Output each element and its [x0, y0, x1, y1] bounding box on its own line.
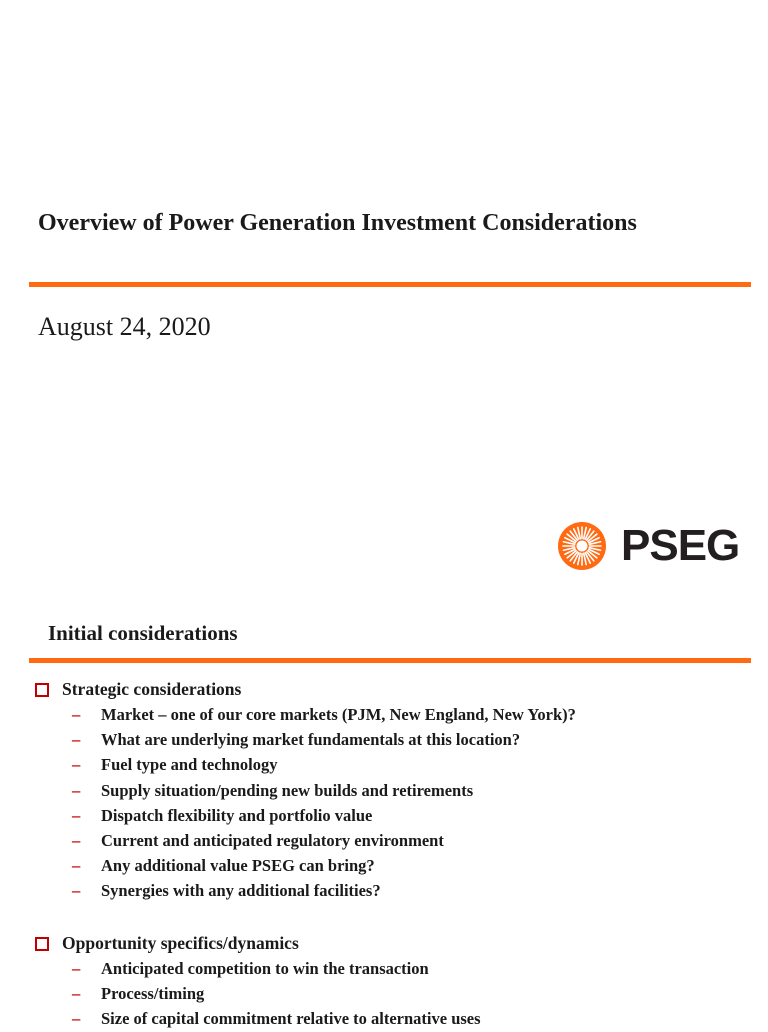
section-heading: Opportunity specifics/dynamics [62, 933, 299, 953]
list-item-text: What are underlying market fundamentals at this location? [101, 730, 521, 750]
list-item [62, 778, 755, 803]
list-item [62, 956, 755, 981]
consideration-list [35, 931, 755, 1032]
list-item-text: Any additional value PSEG can bring? [101, 856, 375, 876]
dash-bullet-icon: – [72, 730, 81, 750]
list-item-text: Supply situation/pending new builds and retirements [101, 780, 474, 800]
dash-bullet-icon: – [72, 881, 81, 901]
section-divider [29, 658, 751, 663]
list-item [62, 981, 755, 1006]
list-item [62, 702, 755, 727]
list-item [62, 803, 755, 828]
list-item-text: Process/timing [101, 984, 205, 1004]
dash-bullet-icon: – [72, 780, 81, 800]
logo-text: PSEG [621, 521, 740, 570]
sunburst-icon [557, 521, 607, 571]
list-item-text: Dispatch flexibility and portfolio value [101, 805, 373, 825]
checkbox-bullet-icon [35, 937, 49, 951]
list-item [62, 853, 755, 878]
pseg-logo [557, 521, 739, 571]
dash-bullet-icon: – [72, 984, 81, 1004]
section-strategic [35, 677, 755, 904]
list-item-text: Fuel type and technology [101, 755, 278, 775]
list-item [62, 752, 755, 777]
dash-bullet-icon: – [72, 705, 81, 724]
list-item-text: Current and anticipated regulatory environment [101, 831, 444, 851]
list-item [62, 1006, 755, 1031]
dash-bullet-icon: – [72, 959, 81, 978]
list-item-text: Synergies with any additional facilities? [101, 881, 381, 901]
list-item [62, 828, 755, 853]
list-item-text: Anticipated competition to win the transaction [101, 959, 429, 978]
title-divider [29, 282, 751, 287]
dash-bullet-icon: – [72, 831, 81, 851]
consideration-list [35, 677, 755, 904]
list-item-text: Size of capital commitment relative to alternative uses [101, 1009, 481, 1029]
dash-bullet-icon: – [72, 755, 81, 775]
sub-list [62, 702, 755, 904]
sub-list [62, 956, 755, 1032]
list-item [62, 878, 755, 903]
list-item-text: Market – one of our core markets (PJM, New England, New York)? [101, 705, 576, 724]
dash-bullet-icon: – [72, 1009, 81, 1029]
presentation-date: August 24, 2020 [38, 312, 211, 341]
section-heading: Strategic considerations [62, 679, 242, 699]
section-opportunity [35, 931, 755, 1032]
section-title: Initial considerations [48, 621, 238, 645]
dash-bullet-icon: – [72, 856, 81, 876]
dash-bullet-icon: – [72, 805, 81, 825]
checkbox-bullet-icon [35, 683, 49, 697]
list-item [62, 727, 755, 752]
page-title: Overview of Power Generation Investment Considerations [38, 210, 637, 236]
